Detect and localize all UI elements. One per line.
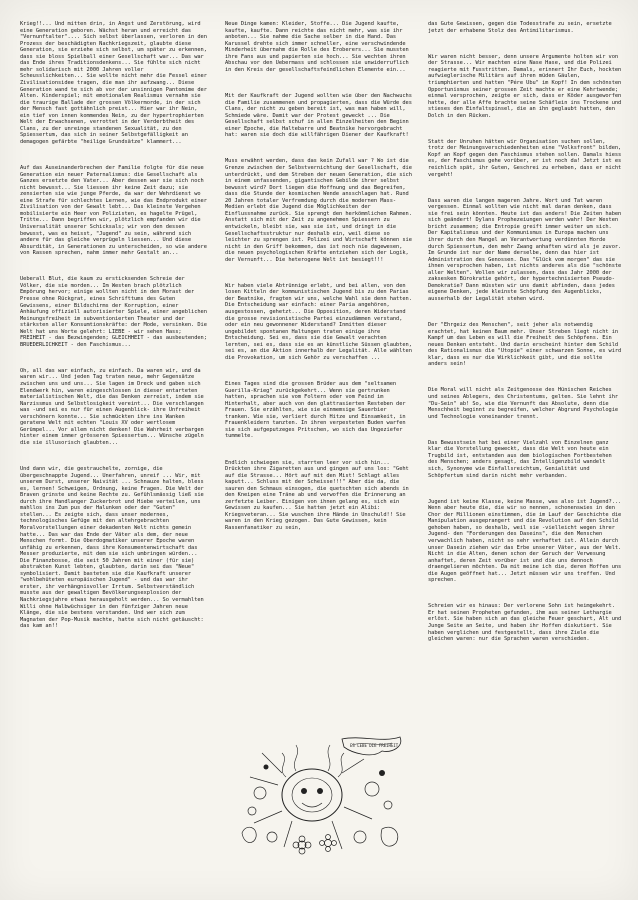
paragraph: Das Bewusstsein hat bei einer Vielzahl von Einzelnen ganz klar die Vorstellung geweckt, dass die Welt von heute ein Trugbild ist, entstanden aus dem biologischen Fortbestehen des Menschen; anders gesagt, das Intelligenzbild wandelt sich, Synonyme wie Einfallsreichtum, Genialität und Schöpfertum sind darin nicht mehr verbanden. <box>428 439 615 479</box>
paragraph: Statt der Unruhen hätten wir Organisation suchen sollen, trotz der Meinungsverschiedenheiten eine "Volksfront" bilden, Kopf an Kopf gegen den Faschismus stehen sollen. Damals hiess es, der Faschismus gehe vorüber, er ist noch da! Jetzt ist es reichlich spät, ihr Guten, Geschrei zu erheben, dass er nicht vergeht! <box>428 138 625 178</box>
paragraph: Wir haben viele Abtrünnige erlebt, und bei allen, von den losen Kitteln der kommunistischen Jugend bis zu den Parias der Beatnike, fragten wir uns, welche Wahl sie denn hatten. Die Entscheidung war einfach: einer Paria angehören, ausgestossen, gehetzt... Die Opposition, deren Widerstand die grosse revisionistische Partei einzudämmen verstand, oder ein neu gewonnener Widerstand? Inmitten dieser ungebildet spontanen Haltungen traten einige ihre Entscheidung. Sei es, dass sie die Gewalt verachten lernten, sei es, dass sie es an künstliche Süssen glaubten, sei es, an die Aktion innerhalb der Legalität. Alle wählten die Provokation, um sich Gehör zu verschaffen ... <box>225 282 416 361</box>
paragraph: Eines Tages sind die grossen Brüder aus dem "seltsamen Guerilla-Krieg" zurückgekehrt... Wenn sie gertrunken hatten, sprachen sie vom Foltern oder vom Feind im Hinterhalt, aber auch von den glattrasierten Resteben der Frauen. Sie erzählten, wie sie einmemsige Sauerbier tranken. Wie sie, verliert durch Hitze und Einsamkeit, in Frauenkleidern tanzten. In ihren verpesteten Buden warfen sie sich aufgeputzeges Pritschen, wo sich das Ungeziefer tummelte. <box>225 380 409 440</box>
paragraph: das Gute Gewissen, gegen die Todesstrafe zu sein, ersetzte jetzt der erhabene Stolz des Antimilitarismus. <box>428 21 615 34</box>
paragraph: Krieg!!... Und mitten drin, in Angst und Zerstörung, wird eine Generation geboren. Wächst heran und erreicht das "Vernunftalter".... Sich selbst überlassen, verloren in den Prozess der beschädigten Nachkriegszeit, glaubte diese Generation, sie erziehe sich selbst, um später zu erkennen, dass sie bloss Spielball einer Gesellschaft war... Das war das Ende ihres Traditionsdenkens... Sie fühlte sich nicht mehr solidarisch mit 2000 Jahren voller Scheusslichkeiten... Sie wollte nicht mehr die Fessel einer Zivilisationsidee tragen, die man ihr aufzwang... Diese Generation wand te sich ab vor der unsinnigen Pantomime der Alten. Kinderspiel; mit emotionalem Realismus vernahm sie die traurige Ballade der grossen Völkermorde, in der sich der Mensch fast gottähnlich preist... Hier war ihr Nein, ein tief von innen kommendes Nein, zu der hypertrophierten Welt der Erwachsenen, verrottet in der Verderbtheit des Clans, zu der unreinge standenen Sexualität, zu den Spiessertum, das sich in seiner Selbstgefälligkeit an demagogen gefärbte "heilige Grundsätze" klammert... <box>20 21 211 145</box>
paragraph: Der "Ehrgeiz des Menschen", seit jeher als notwendig erachtet, hat keinen Baum mehr. Unser Streben liegt nicht in Kampf um das Leben es will die Freiheit des Schöpfens. Ein neues Denken entsteht. Und darin erscheint hinter dem Schild des Rationalismus die "Utopie" einer schwarzen Sonne, es wird klar, dass es nur die Wirklichkeit gibt, und die sollte anders sein! <box>428 322 625 368</box>
paragraph: Wir waren nicht besser, denn unsere Argumente holten wir von der Strasse... Wir machten eine Nase Hase, und die Polizei reagierte mit Fusstritten. Damals, erinnert Ihr Euch, hockten aufwieglerische Militärs auf ihren müden Gäulen, triumphierten und hatten "Pére Ubu" im Kopf! In dem schönsten Opportunismus seiner grossen Zeit machte er eine Kehrtwende; einmal versprochen, zeigte er sich, dass er Köder ausgeworfen hatte, der alle Affe brachte seine Schäflein ins Trockene und stieses den Einfaltspinsel, die an ihn geglaubt hatten, den Dolch in den Rücken. <box>428 53 625 119</box>
paragraph: Jugend ist keine Klasse, keine Masse, was also ist Jugend?... Wenn aber heute die, die wir so nennen, schonenswies in den Chor der Millionen einstimmen, die im Lauf der Geschichte die Manipulation ausgeprangert und die Revolution auf den Schild gehoben haben, so deshalb, weil sie -vielleicht wegen ihrer Jugend- den "Forderungen des Daseins", die den Menschen verwachlich haben, nicht so sehr verhaftet ist. Allein durch unser Dasein ziehen wir das Erbe unserer Väter, aus der Welt. Nicht in die Alten, denen schon der Geruch der Verwesung anhaftet, deren Zeit vorüber ist und die uns dennoch draengelieren möchten. Da mit meine ich die, deren Hoffen uns die Augen geöffnet hat... Jetzt müssen wir uns treffen. Und sprechen. <box>428 498 625 584</box>
paragraph: Oh, all das war einfach, zu einfach. Da waren wir, und da waren wir... Und jeden Tag traten neue, mehr Gegensätze zwischen uns und uns... Sie lagen im Dreck und gaben sich Elendwerk hin, waren eingeschlossen in dieser entarteten materialistischen Welt, die das Denken zerreist, indem sie Narzissmus und Selbstlosigkeit vereint... Die verschlangen was -und sei es nur für einen Augenblick- ihre Unfreiheit verschönern konnte... Sie schmückten ihre ins Wanken geratene Welt mit echten "Louis XV oder wertlosem Gerümpel... Vor allem nicht denken! Die Wahrheit verbargen hinter einem immer grösseren Spiessertum... Wünsche zügeln die sie illusorisch glaubten... <box>20 367 207 446</box>
illustration-caption: ES LEBE DIE FREIHEIT <box>350 743 399 748</box>
paragraph: Auf das Auseinanderbrechen der Familie folgte für die neue Generation ein neuer Paternalismus: die Gesellschaft als Ganzes ersetzte den Vater... Aber dessen war sie sich noch nicht bewusst... Sie liessen ihr keine Zeit dazu; sie zensierten sie wie junge Pferde, da war der Wehrdienst wo eine Strafe für schlechtes Lernen, wie das Endprodukt einer Zivilisation von der Gewalt lebt... Das kleinste Vergehen mobilisierte ein Heer von Polizisten, es hagelte Prügel, Tritte... Dann begriffen wir, plötzlich empfanden wir die Universalität unserer Schicksals; wir von den dessen bewusst, was es heisst, "Jugend" zu sein, während sich andere für das gleiche verprügeln liessen... Und diese Absurdität, in Generationen zu unterscheiden, so wie andere von Rassen sprechen, nahm immer mehr Gestalt an... <box>20 165 211 257</box>
text-column-1 <box>20 8 211 649</box>
paragraph: Muss erwähnt werden, dass das kein Zufall war ? Wo ist die Grenze zwischen der Selbstvernichtung der Gesellschaft, die unterdrückt, und dem Streben der neuen Generation, die sich in einem unfassenden, gigantischen Gebilde ihrer selbst bewusst wird? Dort liegen die Hoffnung und das Begreifen, dass die Stunde der kosmischen Wende ansschlagen hat. Rund 20 Jahren totaler Verfremdung durch die modernen Mass-Medien erlebt die Jugend die Möglichkeiten der Einflussnahme zurück. Sie sprengt den herkömmlichen Rahmen. Anstatt sich mit der Zeit zu angenehmen Spiessern zu entwickeln, bleibt sie, was sie ist, und dringt in die Gesellschaftsstruktur nur deshalb ein, weil diese so leichter zu sprengen ist. Polizei und Wirtschaft können sie nicht in den Griff bekommen, das ist noch nie dagewesen, die neuen psychologischen Kräfte entziehen sich der Logik, der Vernunft... Die heterogene Welt ist besiegt!!! <box>225 158 416 263</box>
text-column-2 <box>225 8 416 551</box>
paragraph: Endlich schwiegen sie, starrten leer vor sich hin... Drückten ihre Zigaretten aus und gingen auf uns los: "Geht auf die Strasse... Hört auf mit den Mist! Schlagt alles kaputt... Schluss mit der Scheisse!!!" Aber die da, die sauren den Schmaus einsogen, die quetschten sich abends in den Kneipen eine Träne ab und verwoffen die Erinnerung an zerfetzte Leiber. Einigen von ihnen gelang es, sich ein Gewissen zu kaufen... Sie hatten jetzt ein Alibi: Kriegsveteran... Sie wuschen ihre Hände in Unschuld!! Sie waren in den Krieg gezogen. Das Gute Gewissen, kein Rassenfanatiker zu sein, <box>225 459 412 531</box>
paragraph: Mit der Kaufkraft der Jugend wollten wie über den Nachwuchs die Familie zusammenen und propagierten, dass die Würde des Clans, der nicht zu geben bereit ist, was man haben will, Schmiede wäre. Damit war der Protest geweckt ... Die Gesellschaft selbst schuf in allen Einzelheiten den Beginn einer Epoche, die Haltebarre und Beatnike hervorgebracht hat: waren sie doch die willfährigen Diener der Kaufkraft! <box>225 93 416 139</box>
psychedelic-illustration <box>232 733 412 861</box>
paragraph: Ueberall Blut, die kaum zu ersticksenden Schreie der Völker, die sie morden... Im Westen brach plötzlich Empörung hervor; einige wollten nicht in den Morast der Presse ohne Rückgrat, eines Schrifttums des Guten Gewissens, einer Bildschirms der Korruption, einer Anhäufung offiziell autorisierter Spiele, einer angeblichen Meinungsfreiheit im subventionierten Theater und der stärksten aller Konsumtionskräfte: der Mode, versinken. Die Welt hat uns Worte gelehrt: LIEBE - wir sehen Hass; FREIHEIT - das Bezwingenden; GLEICHHEIT - das ausbeutenden; BRUEDERLICHKEIT - den Faschismus... <box>20 276 211 348</box>
paragraph: Dass waren die langen mageren Jahre. Wort und Tat waren vergessen. Einmal wollten wie nicht mal daran denken, dass sie frei sein könnten. Heute ist das anders! Die Zeiten haben sich geändert! Dylans Prophezeiungen werden wahr! Der Westen bricht zusammen; die Entropie greift immer weiter um sich. Der Kapitalismus und der Kommunismus in Europa machen uns ihrer durch den Mangel an Verantwortung verdünnten Horde durch Spiessertum, den mehr Zwang anhaften wird als je zuvor. Im Grunde ist nur der Name derselbe, denn das hier ist Administration des Genossen. Das "Glück vom morgen" das sie ihnen versprochen haben, ist nichts anderes als die "schönste aller Welten". Wollen wir zulassen, dass das Jahr 2000 der zaksesken Bürokratie gehört, der hypertechnisierten Pseudo-Demokratie? Dann müssten wir uns damit abfinden, dass jedes eigene Denken, jede kleinste Schöpfung des Augenblicks, ausserhalb der Legalität stehen wird. <box>428 197 625 302</box>
paragraph: Und dann wir, die gestrauchelte, zornige, die übergeschnappte Jugend... Unerfahren, unreif ... Wir, mit unserem Durst, unserer Naivität ... Schnauze halten, bless es, lernen! Schweigen, Ordnung, keine Fragen. Die Welt der Braven grinste und keine Rechte zu. Gefühlsmässig ließ sie durch ihre Handlanger Zuckerbrot und Hiebe verteilen, uns mahllos ins Zum pus der Halunken oder der "Guten" stellen... Es zeigte sich, dass unser modernes, technologisches Gefüge mit den altehrgebrachten Moralvorstellungen einer dekadenten Welt nichts gemein hatte... Das war das Ende der Väter als dem, der neue Menschen formt. Die Oberdogmatiker unserer Epoche waren unfähig zu erkennen, dass ihre Konsumentenwirtschaft das Messer produzierte, mit dem sie sich umbringen würden... Die Finanzbosse, die seit 50 Jahren mit einer (für sie) abstrakten Kunst lebten, glaubten, darin sei das "Neue" symbolisiert. Damit basteten sie die Kaufkraft unserer "wohlbehüteten europäischen Jugend" - und das war ihr erster, ihr verhängnisvoller Irrtum. Selbstverständlich musste aus der gewaltigen Bevölkerungsexplosion der Nachkriegsjahre etwas herausgeholt werden... So vermahlten Willi ohne Halbwüchsiger in den fünfziger Jahren neue Klänge, die sie bestens verstanden. Und wer sich zum Magnaten der Pop-Musik machte, hatte sich nicht getäuscht: das kam an!! <box>20 466 207 630</box>
paragraph: Neue Dinge kamen: Kleider, Stoffe... Die Jugend kaufte, kaufte, kaufte. Dann reichte das nicht mehr, was sie ihr anboten... Sie nahme die Sache selber in die Hand. Das Karussel drehte sich immer schneller, eine verschwindende Minderheit übernahm die Rolle des Eroberers... Sie mussten ihre Fans aus und papierten sie hoch... Sie wechten ihren Abschau vor den Uebermass und schlossen sie unwiderruflich in den Kreis der gesellschaftsfeindlichen Elemente ein... <box>225 21 412 73</box>
paragraph: Die Moral will nicht als Zeitgenosse des Hünischen Reiches und seines Ablegers, des Christentums, gelten. Sie lehnt ihr "Du-Sein" ab! So, wie die Vernunft das Absolute, denn die Menschheit beginnt zu begreifen, welcher Abgrund Psychologie und Technologie voneinander trennt. <box>428 387 622 420</box>
paragraph: Schreien wir es hinaus: Der verlorene Sohn ist heimgekehrt. Er hat seinen Propheten gefunden, ihm aus seiner Lethargie erlöst. Sie haben sich an das gleiche Feuer geschart, Alt und Junge Seite an Seite, und haben ihr Hoffen diskutiert. Sie haben verglichen und festgestellt, dass ihre Ziele die gleichen waren: nur die Sprachen waren verschieden. <box>428 603 625 643</box>
text-column-3 <box>428 8 624 662</box>
illustration-drawing <box>232 733 412 861</box>
